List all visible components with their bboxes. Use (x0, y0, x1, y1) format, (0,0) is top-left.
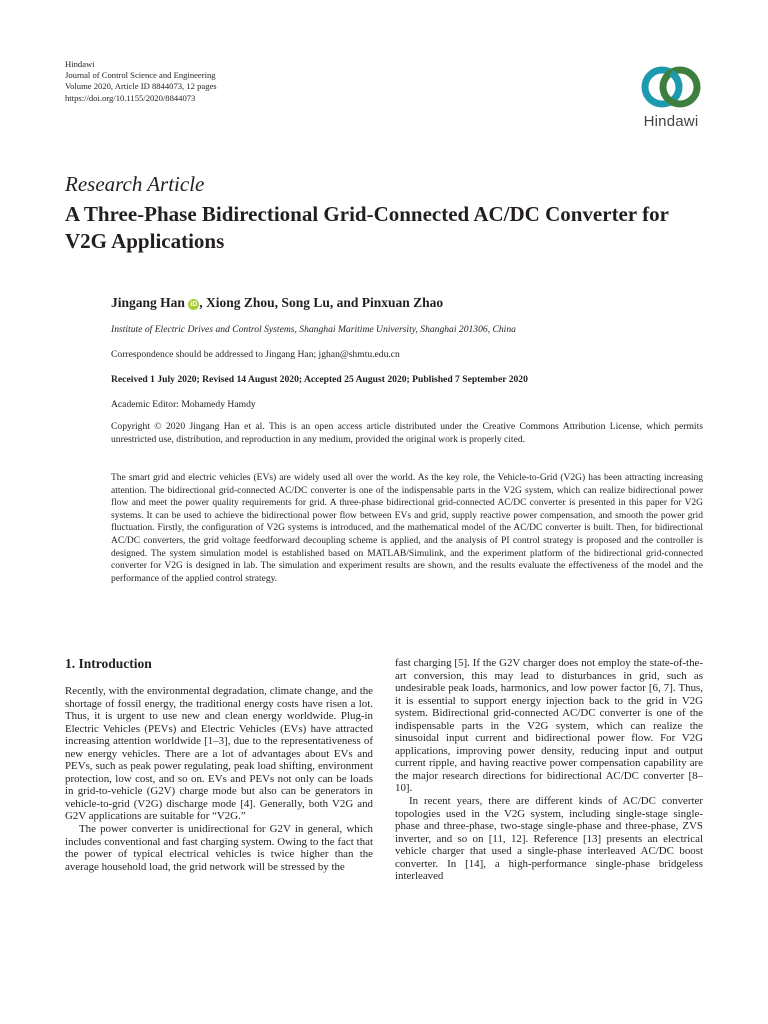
copyright-notice: Copyright © 2020 Jingang Han et al. This is an open access article distributed under the Creative Commons Attribution License, which permits unrestricted use, distribution, and reproduction in any medium, provided the original work is properly cited. (111, 421, 703, 445)
paragraph: In recent years, there are different kinds of AC/DC converter topologies used in the V2G system, including single-stage single-phase and three-phase, two-stage single-phase and three-phase, ZVS inverter, and so on [11, 12]. Reference [13] presents an electrical vehicle charger that used a single-phase interleaved AC/DC boost converter. In [14], a high-performance single-phase bridgeless interleaved (395, 795, 703, 883)
first-author[interactable]: Jingang Han (111, 295, 185, 310)
hindawi-logo (636, 64, 706, 134)
author-list (111, 295, 443, 311)
paragraph: The power converter is unidirectional for G2V in general, which includes conventional and fast charging system. Owing to the fact that the power of typical electrical vehicles is twice higher than the average household load, the grid network will be stressed by the (65, 823, 373, 873)
other-authors: , Xiong Zhou, Song Lu, and Pinxuan Zhao (199, 295, 444, 310)
paragraph: Recently, with the environmental degradation, climate change, and the shortage of fossil energy, the traditional energy costs have risen a lot. Thus, it is urgent to use new and clean energy worldwide. Plug-in Electric Vehicles (PEVs) and Electric Vehicles (EVs) have attracted increasing attention worldwide [1–3], due to the representativeness of new energy vehicles. There are a lot of advantages about EVs and PEVs, such as peak power regulating, peak load shifting, environment protection, low cost, and so on. EVs and PEVs not only can be loads in grid-to-vehicle (G2V) charge mode but also can be generators in vehicle-to-grid (V2G) discharge mode [4]. Generally, both V2G and G2V applications are suitable for “V2G.” (65, 685, 373, 823)
publication-dates: Received 1 July 2020; Revised 14 August 2020; Accepted 25 August 2020; Published 7 September 2020 (111, 374, 528, 385)
affiliation: Institute of Electric Drives and Control Systems, Shanghai Maritime University, Shanghai 201306, China (111, 324, 516, 335)
left-column (65, 685, 373, 873)
publisher-name: Hindawi (65, 59, 95, 69)
right-column (395, 657, 703, 883)
hindawi-logo-icon (639, 64, 703, 110)
volume-info: Volume 2020, Article ID 8844073, 12 pages (65, 81, 217, 92)
abstract: The smart grid and electric vehicles (EVs) are widely used all over the world. As the key role, the Vehicle-to-Grid (V2G) has been attracting increasing attention. The bidirectional grid-connected AC/DC converter is one of the indispensable parts in the V2G system, which can realize bidirectional power flow and meet the power quality requirements for grid. A three-phase bidirectional grid-connected AC/DC converter is presented in this paper for V2G systems. It can be used to achieve the bidirectional power flow between EVs and grid, supply reactive power compensation, and smooth the power grid fluctuation. Firstly, the configuration of V2G systems is introduced, and the mathematical model of the AC/DC converter is built. Then, for bidirectional AC/DC converters, the grid voltage feedforward decoupling scheme is applied, and the analysis of PI control strategy is proposed and the controller is designed. The system simulation model is established based on MATLAB/Simulink, and the experiment platform of the bidirectional grid-connected converter for V2G is designed in lab. The simulation and experiment results are shown, and the results evaluate the effectiveness of the model and the performance of the applied control strategy. (111, 473, 703, 584)
journal-name: Journal of Control Science and Engineering (65, 70, 216, 81)
section-heading: 1. Introduction (65, 656, 152, 671)
article-type: Research Article (65, 172, 205, 196)
hindawi-logo-text: Hindawi (643, 113, 699, 130)
doi-link[interactable]: https://doi.org/10.1155/2020/8844073 (65, 92, 196, 103)
academic-editor: Academic Editor: Mohamedy Hamdy (111, 399, 256, 410)
article-title: A Three-Phase Bidirectional Grid-Connected AC/DC Converter for V2G Applications (65, 202, 669, 253)
journal-header (65, 59, 217, 104)
paragraph: fast charging [5]. If the G2V charger does not employ the state-of-the-art conversion, this may lead to disturbances in grid, such as undesirable peak loads, harmonics, and low power factor [6, 7]. Thus, it is essential to support energy injection back to the grid in V2G system. Bidirectional grid-connected AC/DC converter is one of the indispensable parts in the V2G system, which can realize the sinusoidal input current and bidirectional power flow. For V2G applications, improving power density, reducing input and output current ripple, and having reactive power compensation capability are the major research directions for bidirectional AC/DC converter [8–10]. (395, 657, 703, 795)
orcid-icon[interactable]: iD (190, 301, 198, 308)
correspondence: Correspondence should be addressed to Jingang Han; jghan@shmtu.edu.cn (111, 349, 400, 360)
